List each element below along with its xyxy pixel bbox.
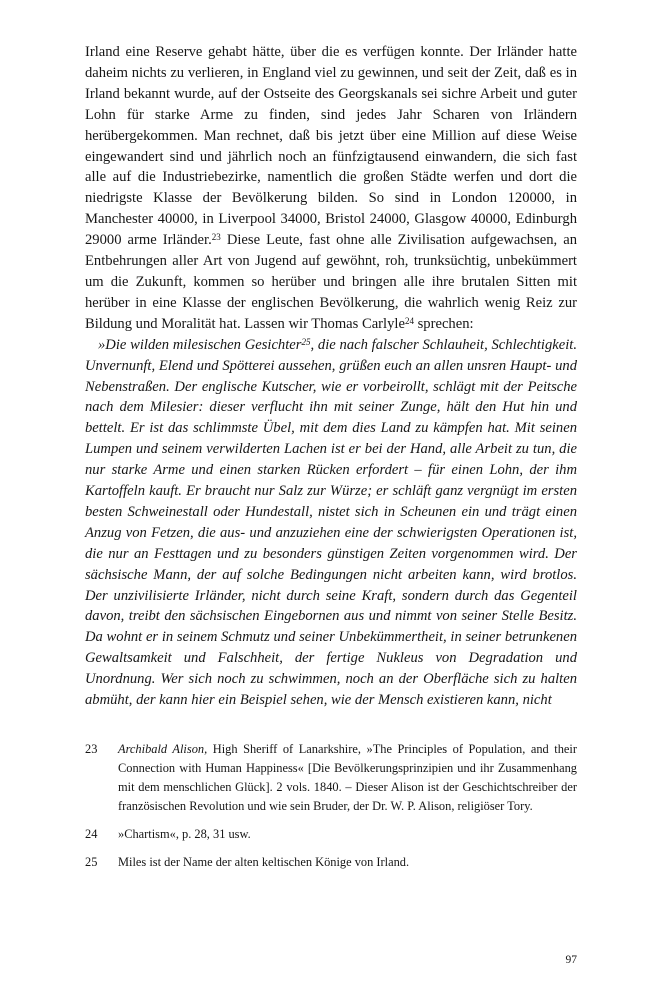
carlyle-quote-paragraph xyxy=(85,335,577,711)
footnote-number: 23 xyxy=(85,742,98,756)
body-paragraph xyxy=(85,42,577,335)
body-text-3: sprechen: xyxy=(413,315,474,332)
footnote-ref-25: 25 xyxy=(301,336,311,347)
footnote-text xyxy=(118,853,577,872)
footnote-author-italic: Archibald Alison, xyxy=(118,742,208,756)
footnote-text xyxy=(118,740,577,816)
text-block xyxy=(85,42,577,881)
footnote-ref-23: 23 xyxy=(211,232,221,243)
footnote-body: High Sheriff of Lanarkshire, »The Principles of Population, and their Connection with Human Happiness« [Die Bevölkerungsprinzipien und ihr Zusammenhang mit dem menschlichen Glück]. 2 vols. 1840. – Dieser Alison ist der Geschichtschreiber der französischen Revolution und wie sein Bruder, der Dr. W. P. Alison, religiöser Tory. xyxy=(118,742,578,813)
footnotes-section xyxy=(85,740,577,872)
footnote-23 xyxy=(85,740,577,816)
footnote-text xyxy=(118,825,577,844)
footnote-24 xyxy=(85,825,577,844)
body-text-1: Irland eine Reserve gehabt hätte, über die es verfügen konnte. Der Irländer hatte daheim nichts zu verlieren, in England viel zu gewinnen, und seit der Zeit, daß es in Irland bekannt wurde, auf der Ostseite des Georgskanals sei sichre Arbeit und guter Lohn für starke Arme zu finden, sind jedes Jahr Scharen von Irländern herübergekommen. Man rechnet, daß bis jetzt über eine Million auf diese Weise eingewandert sind und jährlich noch an fünfzigtausend einwandern, die sich fast alle auf die Industriebezirke, namentlich die großen Städte werfen und dort die niedrigste Klasse der Bevölkerung bilden. So sind in London 120000, in Manchester 40000, in Liverpool 34000, Bristol 24000, Glasgow 40000, Edinburgh 29000 arme Irländer. xyxy=(85,44,577,249)
body-text-2: Diese Leute, fast ohne alle Zivilisation aufgewachsen, an Entbehrungen aller Art von Jugend auf gewöhnt, roh, trunksüchtig, unbekümmert um die Zukunft, kommen so herüber und bringen alle ihre brutalen Sitten mit herüber in eine Klasse der englischen Bevölkerung, die wahrlich wenig Reiz zur Bildung und Moralität hat. Lassen wir Thomas Carlyle xyxy=(85,232,577,332)
footnote-25 xyxy=(85,853,577,872)
footnote-number: 24 xyxy=(85,827,98,841)
footnote-body: Miles ist der Name der alten keltischen Könige von Irland. xyxy=(118,855,410,869)
footnote-body: »Chartism«, p. 28, 31 usw. xyxy=(118,827,251,841)
footnote-number: 25 xyxy=(85,855,98,869)
page-number: 97 xyxy=(565,954,577,966)
quote-text-2: , die nach falscher Schlauheit, Schlechtigkeit. Unvernunft, Elend und Spötterei aussehen, grüßen euch an allen unsren Haupt- und Nebenstraßen. Der englische Kutscher, wie er vorbeirollt, schlägt mit der Peitsche nach dem Milesier: dieser verflucht ihn mit seiner Zunge, hält den Hut hin und bettelt. Er ist das schlimmste Übel, mit dem dies Land zu kämpfen hat. Mit seinen Lumpen und seinem verwilderten Lachen ist er bei der Hand, alle Arbeit zu tun, die nur starke Arme und einen starken Rücken erfordert – für einen Lohn, der ihm Kartoffeln kauft. Er braucht nur Salz zur Würze; er schläft ganz vergnügt im ersten besten Schweinestall oder Hundestall, nistet sich in Scheunen ein und trägt einen Anzug von Fetzen, die aus- und anzuziehen eine der schwierigsten Operationen ist, die nur an Festtagen und zu besonders günstigen Zeiten vorgenommen wird. Der sächsische Mann, der auf solche Bedingungen nicht arbeiten kann, wird brotlos. Der unzivilisierte Irländer, nicht durch seine Kraft, sondern durch das Gegenteil davon, treibt den sächsischen Eingebornen aus und nimmt von seiner Stelle Besitz. Da wohnt er in seinem Schmutz und seiner Unbekümmertheit, in seiner betrunkenen Gewaltsamkeit und Falschheit, der fertige Nukleus von Degradation und Unordnung. Wer sich noch zu schwimmen, noch an der Oberfläche sich zu halten abmüht, der kann hier ein Beispiel sehen, wie der Mensch existieren kann, nicht xyxy=(85,336,577,709)
footnote-ref-24: 24 xyxy=(404,315,414,326)
quote-text-1: »Die wilden milesischen Gesichter xyxy=(98,336,302,353)
